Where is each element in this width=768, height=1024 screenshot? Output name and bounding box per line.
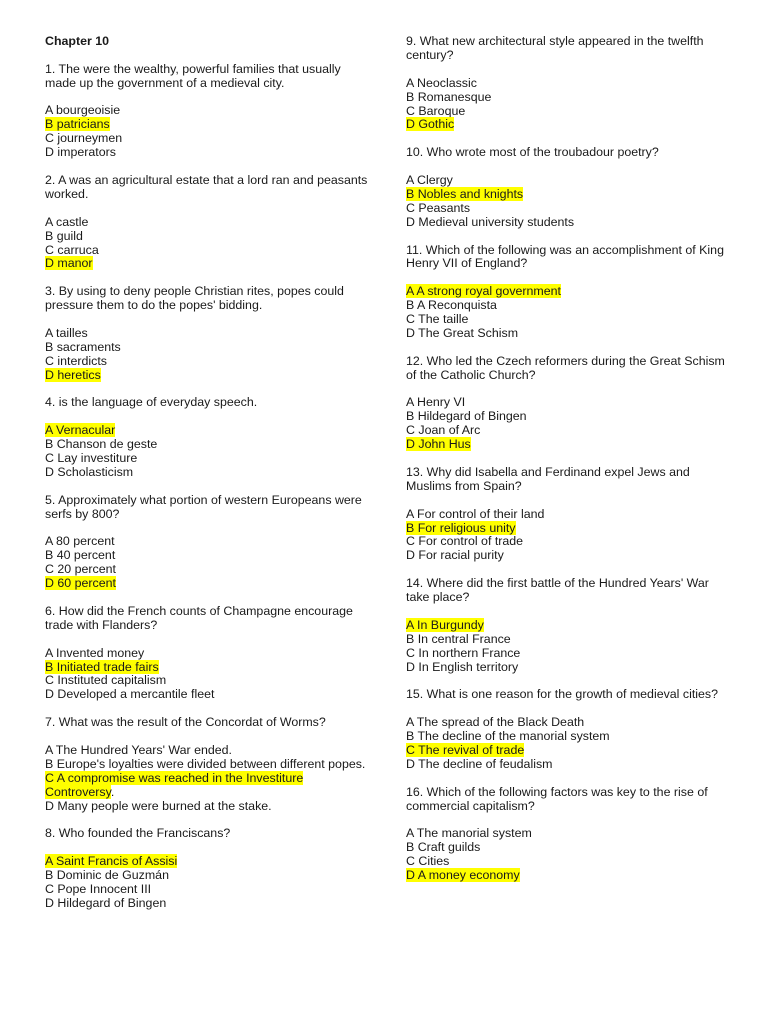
answer-option-highlighted [406, 744, 726, 758]
question-text: 8. Who founded the Franciscans? [45, 826, 231, 841]
question-block [45, 716, 375, 813]
answer-option [45, 674, 375, 688]
option-text: C Instituted capitalism [45, 673, 167, 688]
question-text: 16. Which of the following factors was key to the rise of commercial capitalism? [406, 784, 708, 813]
answer-option [406, 716, 726, 730]
answer-option-highlighted [406, 438, 726, 452]
option-text: D Medieval university students [406, 214, 575, 229]
answer-option [45, 146, 375, 160]
answer-option [45, 132, 375, 146]
option-text: B For religious unity [406, 520, 516, 535]
option-suffix: . [110, 784, 115, 799]
option-text: D heretics [45, 367, 101, 382]
question-block [406, 786, 726, 883]
option-text: B Romanesque [406, 89, 492, 104]
question-text: 4. is the language of everyday speech. [45, 395, 258, 410]
option-text: C carruca [45, 242, 99, 257]
option-text: C Pope Innocent III [45, 882, 152, 897]
option-text: D 60 percent [45, 576, 116, 591]
option-text: D The decline of feudalism [406, 756, 553, 771]
answer-option [45, 869, 375, 883]
option-text: C In northern France [406, 645, 521, 660]
option-text: D A money economy [406, 868, 520, 883]
answer-option-highlighted [406, 869, 726, 883]
right-column [406, 35, 726, 897]
option-text: B Europe's loyalties were divided between different popes. [45, 756, 366, 771]
answer-option-highlighted [406, 118, 726, 132]
option-text: B 40 percent [45, 548, 116, 563]
answer-option [45, 549, 375, 563]
question-text: 10. Who wrote most of the troubadour poetry? [406, 145, 659, 160]
option-text: B Chanson de geste [45, 437, 158, 452]
option-text: C 20 percent [45, 562, 116, 577]
question-block [406, 688, 726, 771]
answer-option-highlighted [45, 257, 375, 271]
option-text: D In English territory [406, 659, 519, 674]
option-text: C A compromise was reached in the Investiture Controversy [45, 770, 304, 799]
answer-option [45, 216, 375, 230]
option-text: C interdicts [45, 353, 107, 368]
option-text: C The revival of trade [406, 743, 525, 758]
option-text: C Baroque [406, 103, 466, 118]
answer-option [45, 744, 375, 758]
answer-option-highlighted [45, 424, 375, 438]
option-text: A Vernacular [45, 423, 116, 438]
left-column [45, 35, 375, 925]
answer-option [406, 91, 726, 105]
option-text: A In Burgundy [406, 617, 484, 632]
question-text: 12. Who led the Czech reformers during the Great Schism of the Catholic Church? [406, 353, 725, 382]
question-block [406, 244, 726, 341]
option-text: A For control of their land [406, 506, 545, 521]
answer-option [406, 216, 726, 230]
option-text: D The Great Schism [406, 325, 519, 340]
option-text: B Dominic de Guzmán [45, 868, 169, 883]
answer-option [45, 647, 375, 661]
left-question-list [45, 63, 375, 911]
option-text: A 80 percent [45, 534, 115, 549]
option-text: D Hildegard of Bingen [45, 895, 167, 910]
answer-option [406, 327, 726, 341]
answer-option-highlighted [406, 619, 726, 633]
option-text: A Henry VI [406, 395, 466, 410]
answer-option-highlighted [45, 369, 375, 383]
answer-option [45, 244, 375, 258]
question-block [45, 396, 375, 479]
option-text: D Developed a mercantile fleet [45, 687, 215, 702]
answer-option [45, 452, 375, 466]
right-question-list [406, 35, 726, 883]
page-title: Chapter 10 [45, 34, 110, 48]
option-text: B In central France [406, 631, 511, 646]
option-text: C Peasants [406, 200, 471, 215]
question-text: 9. What new architectural style appeared in the twelfth century? [406, 34, 704, 62]
answer-option [45, 883, 375, 897]
question-text: 13. Why did Isabella and Ferdinand expel Jews and Muslims from Spain? [406, 464, 690, 493]
option-text: D imperators [45, 145, 116, 160]
question-block [45, 605, 375, 702]
option-text: C For control of trade [406, 534, 524, 549]
option-text: B Craft guilds [406, 840, 481, 855]
answer-option [45, 327, 375, 341]
option-text: A Invented money [45, 645, 145, 660]
question-text: 5. Approximately what portion of western Europeans were serfs by 800? [45, 492, 362, 521]
question-block [45, 285, 375, 382]
answer-option [406, 841, 726, 855]
answer-option [406, 396, 726, 410]
answer-option [406, 535, 726, 549]
answer-option [406, 424, 726, 438]
question-text: 11. Which of the following was an accomplishment of King Henry VII of England? [406, 242, 724, 271]
option-text: C journeymen [45, 131, 123, 146]
answer-option-highlighted [45, 855, 375, 869]
option-text: A tailles [45, 325, 88, 340]
answer-option [406, 730, 726, 744]
answer-option [406, 549, 726, 563]
option-text: B Initiated trade fairs [45, 659, 159, 674]
question-text: 3. By using to deny people Christian rites, popes could pressure them to do the popes' bidding. [45, 284, 344, 313]
answer-option [45, 438, 375, 452]
answer-option [45, 535, 375, 549]
option-text: A castle [45, 214, 89, 229]
answer-option [406, 313, 726, 327]
answer-option [406, 105, 726, 119]
answer-option [45, 800, 375, 814]
answer-option [406, 827, 726, 841]
option-text: D Gothic [406, 117, 455, 132]
question-text: 2. A was an agricultural estate that a lord ran and peasants worked. [45, 173, 368, 201]
answer-option [406, 299, 726, 313]
answer-option [45, 341, 375, 355]
option-text: B A Reconquista [406, 298, 497, 313]
option-text: D manor [45, 256, 93, 271]
option-text: B guild [45, 228, 83, 243]
answer-option-highlighted [45, 577, 375, 591]
option-text: A A strong royal government [406, 284, 561, 299]
answer-option [45, 688, 375, 702]
answer-option-highlighted [45, 118, 375, 132]
question-text: 15. What is one reason for the growth of medieval cities? [406, 687, 718, 702]
option-text: A Saint Francis of Assisi [45, 854, 178, 869]
question-text: 14. Where did the first battle of the Hundred Years' War take place? [406, 576, 709, 605]
answer-option [45, 897, 375, 911]
answer-option [406, 855, 726, 869]
answer-option-highlighted [45, 772, 375, 800]
question-block [406, 466, 726, 563]
question-block [45, 174, 375, 271]
answer-option [406, 202, 726, 216]
answer-option [45, 104, 375, 118]
option-text: C Cities [406, 854, 450, 869]
option-text: A The Hundred Years' War ended. [45, 742, 232, 757]
option-text: C Joan of Arc [406, 423, 481, 438]
option-text: B patricians [45, 117, 110, 132]
option-text: A Neoclassic [406, 75, 477, 90]
option-text: B The decline of the manorial system [406, 729, 610, 744]
option-text: A Clergy [406, 173, 453, 188]
answer-option [45, 563, 375, 577]
answer-option [406, 633, 726, 647]
question-text: 6. How did the French counts of Champagne encourage trade with Flanders? [45, 603, 353, 632]
question-block [406, 577, 726, 674]
question-block [45, 494, 375, 591]
option-text: D Many people were burned at the stake. [45, 798, 272, 813]
question-text: 1. The were the wealthy, powerful families that usually made up the government of a medieval city. [45, 61, 341, 90]
question-text: 7. What was the result of the Concordat of Worms? [45, 715, 326, 730]
option-text: D John Hus [406, 437, 471, 452]
question-block [406, 146, 726, 229]
option-text: B Nobles and knights [406, 186, 524, 201]
option-text: B Hildegard of Bingen [406, 409, 527, 424]
option-text: B sacraments [45, 339, 121, 354]
answer-option [406, 410, 726, 424]
question-block [406, 355, 726, 452]
option-text: C The taille [406, 312, 469, 327]
answer-option-highlighted [406, 285, 726, 299]
answer-option [45, 355, 375, 369]
option-text: C Lay investiture [45, 451, 138, 466]
answer-option [45, 230, 375, 244]
answer-option [406, 508, 726, 522]
option-text: A The manorial system [406, 826, 532, 841]
answer-option [406, 174, 726, 188]
question-block [45, 827, 375, 910]
option-text: D Scholasticism [45, 464, 134, 479]
answer-option [406, 77, 726, 91]
option-text: A The spread of the Black Death [406, 715, 585, 730]
question-block [406, 35, 726, 132]
answer-option [406, 647, 726, 661]
option-text: D For racial purity [406, 548, 504, 563]
answer-option-highlighted [406, 522, 726, 536]
question-block [45, 63, 375, 160]
answer-option-highlighted [45, 661, 375, 675]
answer-option [406, 758, 726, 772]
answer-option [45, 466, 375, 480]
answer-option [406, 661, 726, 675]
answer-option-highlighted [406, 188, 726, 202]
option-text: A bourgeoisie [45, 103, 121, 118]
answer-option [45, 758, 375, 772]
